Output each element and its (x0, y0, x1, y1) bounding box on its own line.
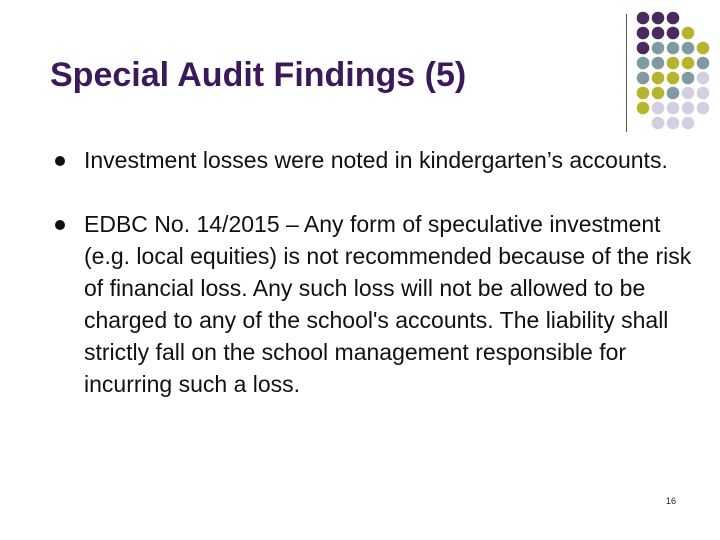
page-number: 16 (665, 496, 676, 506)
decorative-dot (697, 102, 710, 115)
decorative-dot (652, 87, 665, 100)
decorative-dot (697, 42, 710, 55)
bullet-list (54, 144, 694, 400)
decorative-dot (637, 12, 650, 25)
decorative-dot (637, 57, 650, 70)
bullet-text: EDBC No. 14/2015 – Any form of speculative investment (e.g. local equities) is not recommended because of the risk of financial loss. Any such loss will not be allowed to be charged to any of the school's accounts. The liability shall strictly fall on the school management responsible for incurring such a loss. (84, 211, 692, 397)
decorative-dot (652, 72, 665, 85)
decorative-dot (637, 27, 650, 40)
decorative-dot (652, 42, 665, 55)
decorative-dot (667, 72, 680, 85)
decorative-dot (682, 72, 695, 85)
decorative-dot (637, 102, 650, 115)
decorative-dot (682, 117, 695, 130)
decorative-dot (667, 117, 680, 130)
decorative-dot (652, 12, 665, 25)
bullet-icon (55, 156, 65, 166)
decorative-dot (637, 87, 650, 100)
decorative-dot (682, 57, 695, 70)
decorative-dot (697, 72, 710, 85)
decorative-dot (652, 117, 665, 130)
decorative-dot (697, 87, 710, 100)
decorative-dot (682, 87, 695, 100)
bullet-icon (55, 220, 65, 230)
slide-title: Special Audit Findings (5) (50, 56, 467, 94)
decorative-dot (667, 57, 680, 70)
decorative-dot (652, 27, 665, 40)
decorative-dot (667, 42, 680, 55)
decorative-dot-grid (0, 0, 720, 140)
bullet-item (54, 144, 694, 176)
decorative-dot (667, 87, 680, 100)
decorative-dot (637, 42, 650, 55)
decorative-dot (682, 102, 695, 115)
decorative-dot (667, 27, 680, 40)
decorative-dot (637, 72, 650, 85)
bullet-item (54, 208, 694, 400)
decorative-dot (652, 57, 665, 70)
decorative-dot (667, 102, 680, 115)
decorative-dot (682, 27, 695, 40)
decorative-dot (667, 12, 680, 25)
bullet-text: Investment losses were noted in kindergarten’s accounts. (84, 147, 668, 173)
decorative-dot (652, 102, 665, 115)
decorative-dot (682, 42, 695, 55)
decorative-dot (697, 57, 710, 70)
